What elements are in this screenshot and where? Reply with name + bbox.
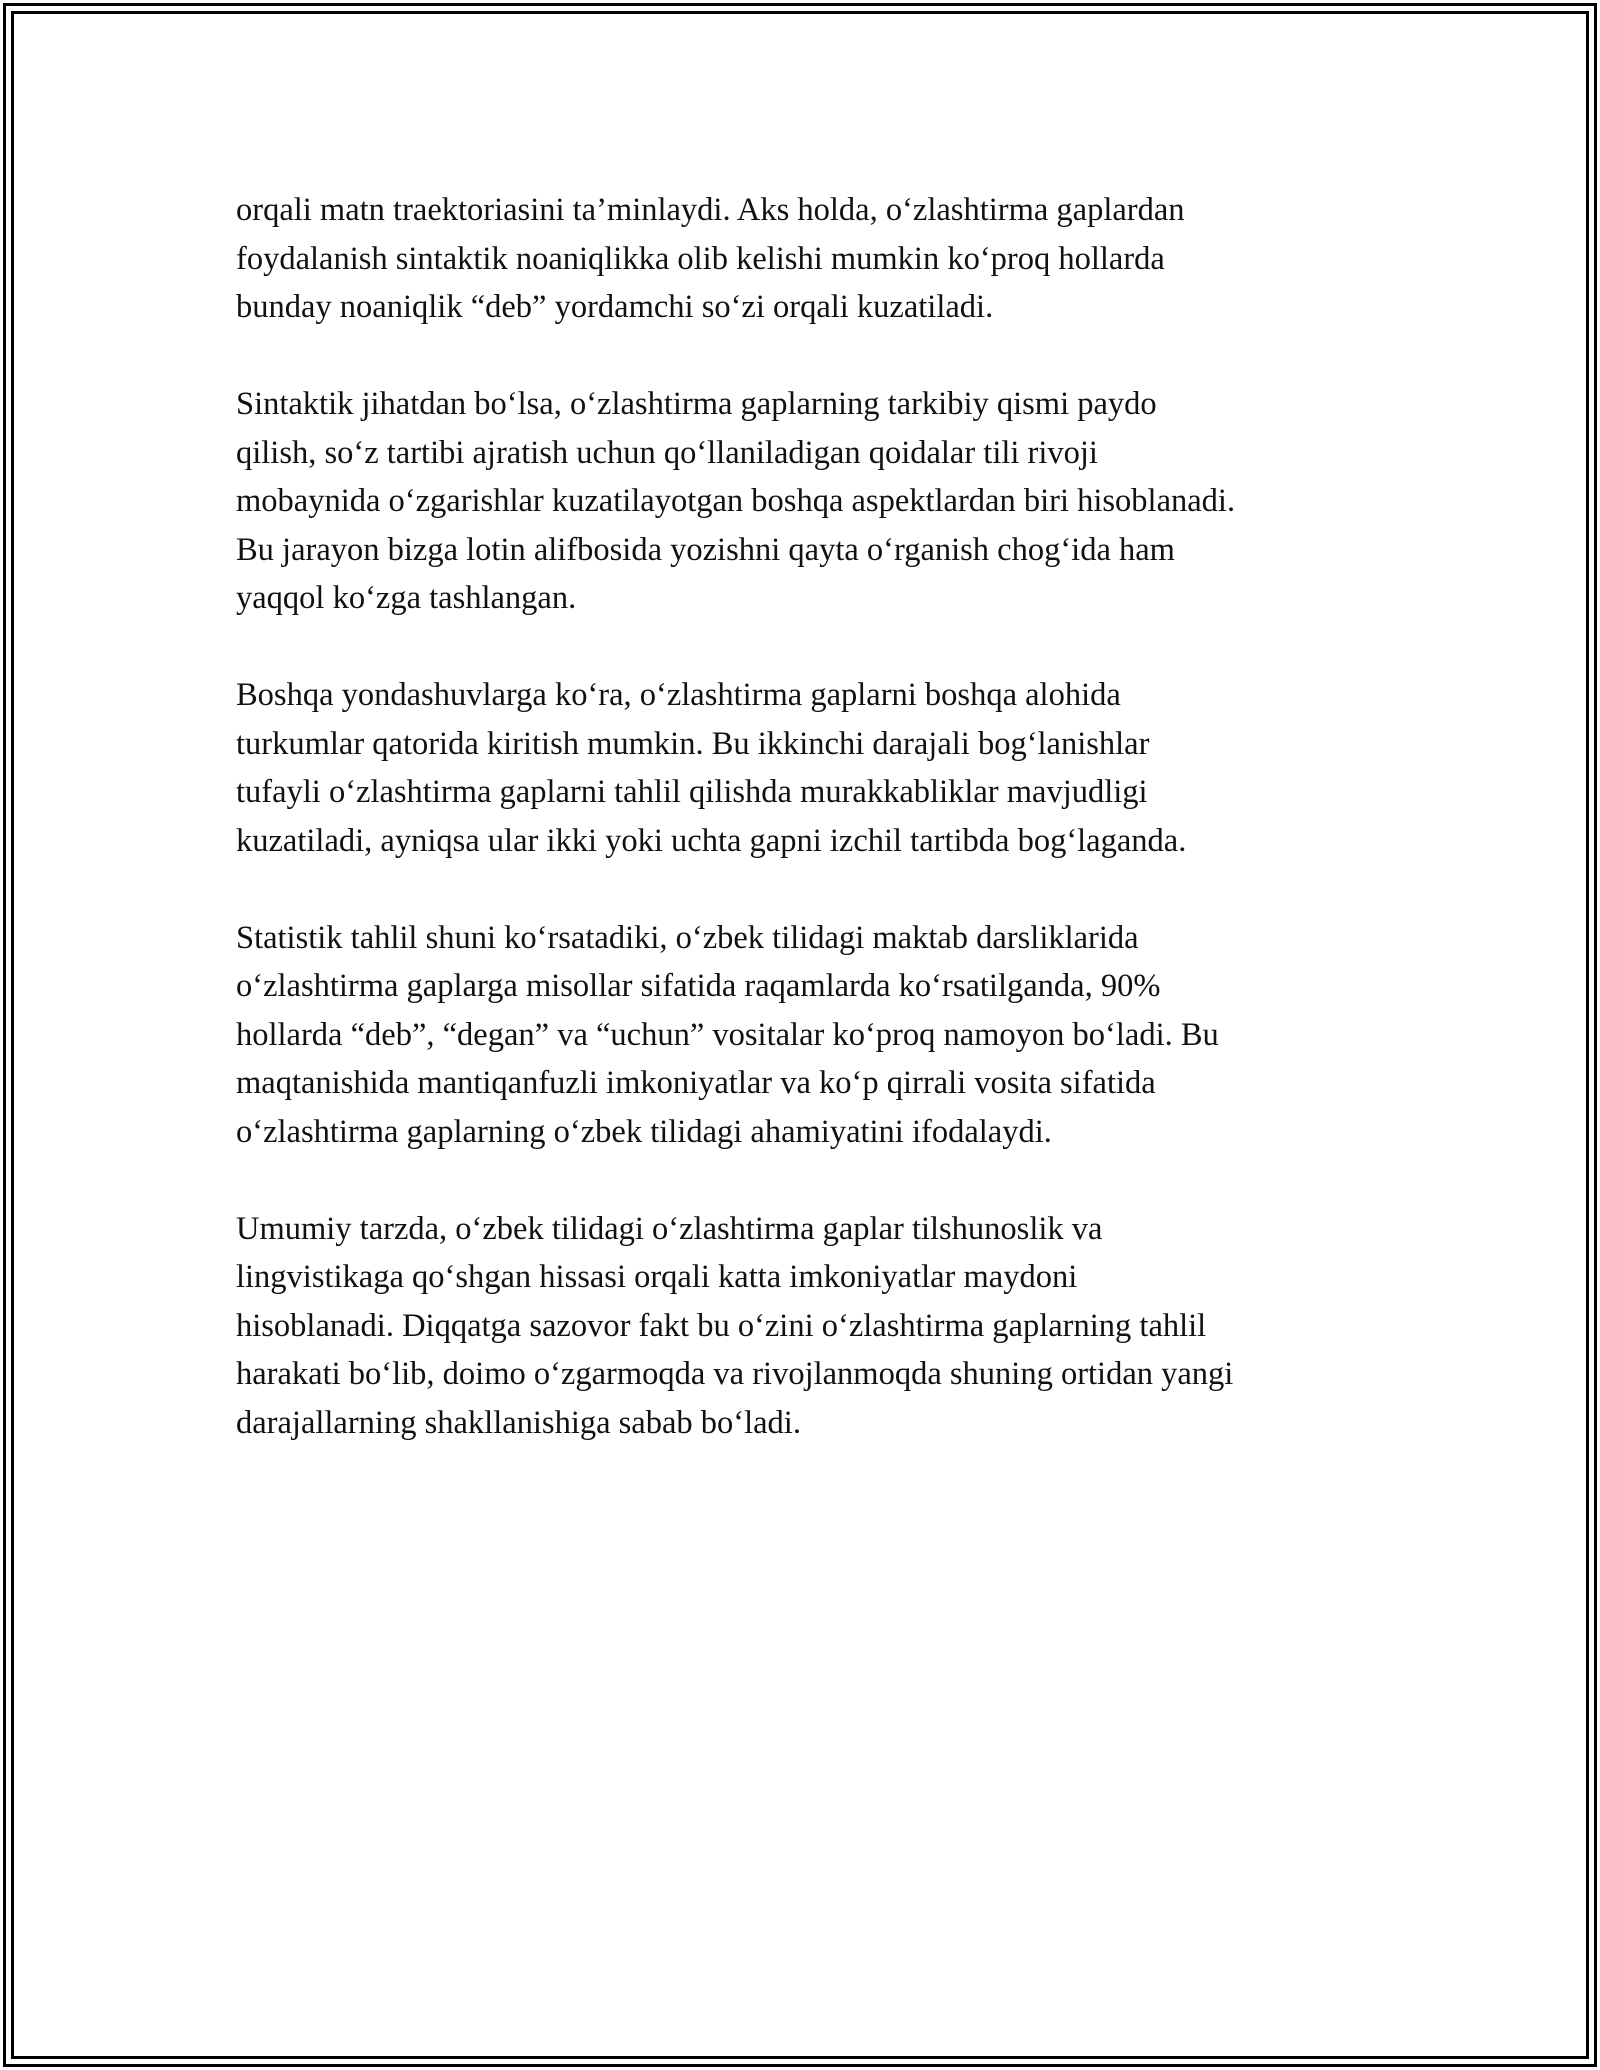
document-body bbox=[236, 186, 1386, 1496]
paragraph-3: Boshqa yondashuvlarga ko‘ra, o‘zlashtirma gaplarni boshqa alohida turkumlar qatorida kiritish mumkin. Bu ikkinchi darajali bog‘lanishlar tufayli o‘zlashtirma gaplarni tahlil qilishda murakkabliklar mavjudligi kuzatiladi, ayniqsa ular ikki yoki uchta gapni izchil tartibda bog‘laganda. bbox=[236, 677, 1187, 859]
paragraph-1: orqali matn traektoriasini ta’minlaydi. Aks holda, o‘zlashtirma gaplardan foydalanish sintaktik noaniqlikka olib kelishi mumkin ko‘proq hollarda bunday noaniqlik “deb” yordamchi so‘zi orqali kuzatiladi. bbox=[236, 192, 1185, 325]
paragraph-2: Sintaktik jihatdan bo‘lsa, o‘zlashtirma gaplarning tarkibiy qismi paydo qilish, so‘z tartibi ajratish uchun qo‘llaniladigan qoidalar tili rivoji mobaynida o‘zgarishlar kuzatilayotgan boshqa aspektlardan biri hisoblanadi. Bu jarayon bizga lotin alifbosida yozishni qayta o‘rganish chog‘ida ham yaqqol ko‘zga tashlangan. bbox=[236, 386, 1236, 616]
paragraph-5: Umumiy tarzda, o‘zbek tilidagi o‘zlashtirma gaplar tilshunoslik va lingvistikaga qo‘shgan hissasi orqali katta imkoniyatlar maydoni hisoblanadi. Diqqatga sazovor fakt bu o‘zini o‘zlashtirma gaplarning tahlil harakati bo‘lib, doimo o‘zgarmoqda va rivojlanmoqda shuning ortidan yangi darajallarning shakllanishiga sabab bo‘ladi. bbox=[236, 1210, 1234, 1441]
paragraph-4: Statistik tahlil shuni ko‘rsatadiki, o‘zbek tilidagi maktab darsliklarida o‘zlashtirma gaplarga misollar sifatida raqamlarda ko‘rsatilganda, 90% hollarda “deb”, “degan” va “uchun” vositalar ko‘proq namoyon bo‘ladi. Bu maqtanishida mantiqanfuzli imkoniyatlar va ko‘p qirrali vosita sifatida o‘zlashtirma gaplarning o‘zbek tilidagi ahamiyatini ifodalaydi. bbox=[236, 919, 1219, 1150]
